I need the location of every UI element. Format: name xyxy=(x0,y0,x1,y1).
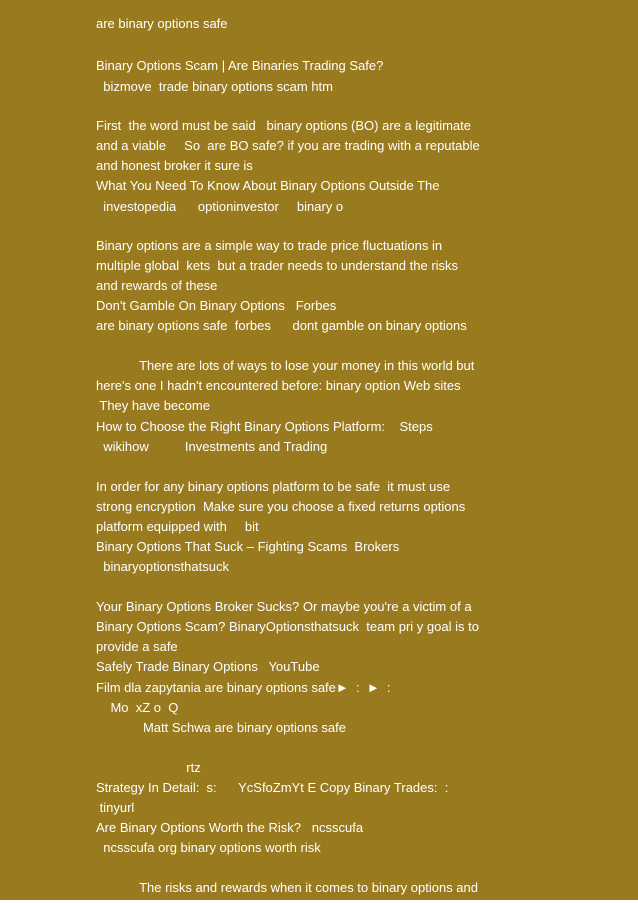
text-line: Mo xZ o Q xyxy=(96,700,179,715)
text-line: Are Binary Options Worth the Risk? ncsscufa xyxy=(96,820,364,835)
text-line: First the word must be said binary options (BO) are a legitimate xyxy=(96,118,471,133)
text-line: Don't Gamble On Binary Options Forbes xyxy=(96,298,337,313)
text-line: are binary options safe forbes dont gamble on binary options xyxy=(96,318,467,333)
text-line: Binary Options Scam | Are Binaries Trading Safe? xyxy=(96,58,384,73)
text-line: There are lots of ways to lose your money in this world but xyxy=(96,358,475,373)
text-line: binaryoptionsthatsuck xyxy=(96,559,229,574)
text-line: ncsscufa org binary options worth risk xyxy=(96,840,321,855)
text-line: Binary Options That Suck – Fighting Scams Brokers xyxy=(96,539,400,554)
text-line: Matt Schwa are binary options safe xyxy=(96,720,347,735)
text-line: platform equipped with bit xyxy=(96,519,259,534)
text-line: How to Choose the Right Binary Options Platform: Steps xyxy=(96,419,433,434)
text-line: here's one I hadn't encountered before: binary option Web sites xyxy=(96,378,461,393)
text-line: wikihow Investments and Trading xyxy=(96,439,328,454)
text-line: strong encryption Make sure you choose a fixed returns options xyxy=(96,499,466,514)
text-line: What You Need To Know About Binary Options Outside The xyxy=(96,178,440,193)
text-line: tinyurl xyxy=(96,800,135,815)
text-line: The risks and rewards when it comes to binary options and xyxy=(96,880,478,895)
text-line: and honest broker it sure is xyxy=(96,158,253,173)
text-line: Your Binary Options Broker Sucks? Or maybe you're a victim of a xyxy=(96,599,472,614)
text-line: Binary options are a simple way to trade price fluctuations in xyxy=(96,238,443,253)
page-bottom-edge xyxy=(0,900,638,904)
text-line: In order for any binary options platform to be safe it must use xyxy=(96,479,451,494)
text-line: Safely Trade Binary Options YouTube xyxy=(96,659,320,674)
text-line: and rewards of these xyxy=(96,278,218,293)
text-line: rtz xyxy=(96,760,201,775)
text-line: They have become xyxy=(96,398,210,413)
text-line: multiple global kets but a trader needs to understand the risks xyxy=(96,258,459,273)
text-line: and a viable So are BO safe? if you are trading with a reputable xyxy=(96,138,480,153)
text-line: provide a safe xyxy=(96,639,178,654)
text-line: Binary Options Scam? BinaryOptionsthatsuck team pri y goal is to xyxy=(96,619,479,634)
text-line: bizmove trade binary options scam htm xyxy=(96,79,333,94)
text-line: investopedia optioninvestor binary o xyxy=(96,199,344,214)
text-line: Strategy In Detail: s: YcSfoZmYt E Copy Binary Trades: : xyxy=(96,780,449,795)
text-line: are binary options safe xyxy=(96,16,228,31)
text-line: Film dla zapytania are binary options safe► : ► : xyxy=(96,680,391,695)
